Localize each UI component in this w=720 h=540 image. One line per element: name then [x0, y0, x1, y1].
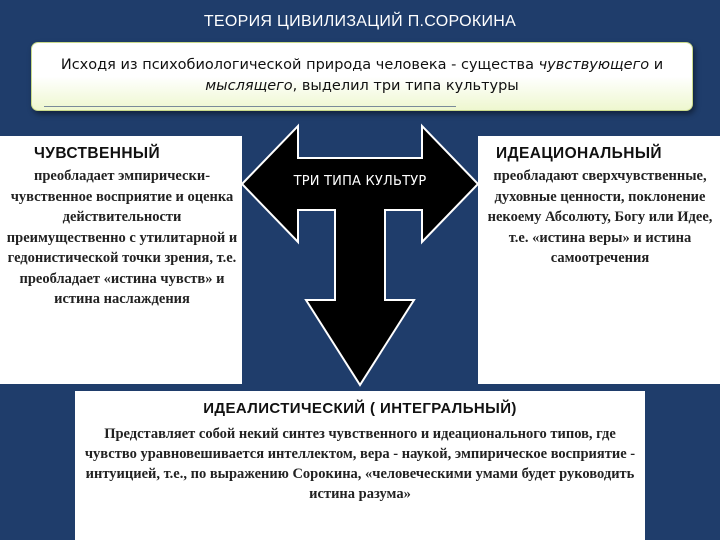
intro-emphasis-feeling: чувствующего [538, 57, 650, 73]
ideational-type-text: преобладают сверхчувственные, духовные ценности, поклонение некоему Абсолюту, Богу или Идее, т.е. «истина веры» и истина самоотречения [487, 168, 713, 266]
intro-part-1: Исходя из психобиологической природа человека - существа [60, 57, 539, 73]
intro-part-2: и [649, 57, 664, 73]
center-arrow-label: ТРИ ТИПА КУЛЬТУР [293, 174, 427, 189]
intro-emphasis-thinking: мыслящего [205, 78, 293, 94]
sensual-type-text: преобладает эмпирически-чувственное восприятие и оценка действительности преимущественно с утилитарной и гедонистической точки зрения, т.е. преобладает «истина чувств» и истина наслаждения [6, 168, 238, 307]
idealistic-type-heading: ИДЕАЛИСТИЧЕСКИЙ ( ИНТЕГРАЛЬНЫЙ) [203, 400, 517, 417]
idealistic-type-text: Представляет собой некий синтез чувственного и идеационального типов, где чувство уравновешивается интеллектом, вера - наукой, эмпирическое восприятие - интуицией, т.е., по выражению Сорокина, «человеческими умами будет руководить истина разума» [84, 426, 636, 502]
intro-part-3: , выделил три типа культуры [292, 78, 519, 94]
ideational-type-heading: ИДЕАЦИОНАЛЬНЫЙ [496, 145, 662, 162]
sensual-type-heading: ЧУВСТВЕННЫЙ [34, 145, 161, 162]
slide-title: ТЕОРИЯ ЦИВИЛИЗАЦИЙ П.СОРОКИНА [203, 13, 517, 30]
arrow-down [306, 211, 414, 385]
